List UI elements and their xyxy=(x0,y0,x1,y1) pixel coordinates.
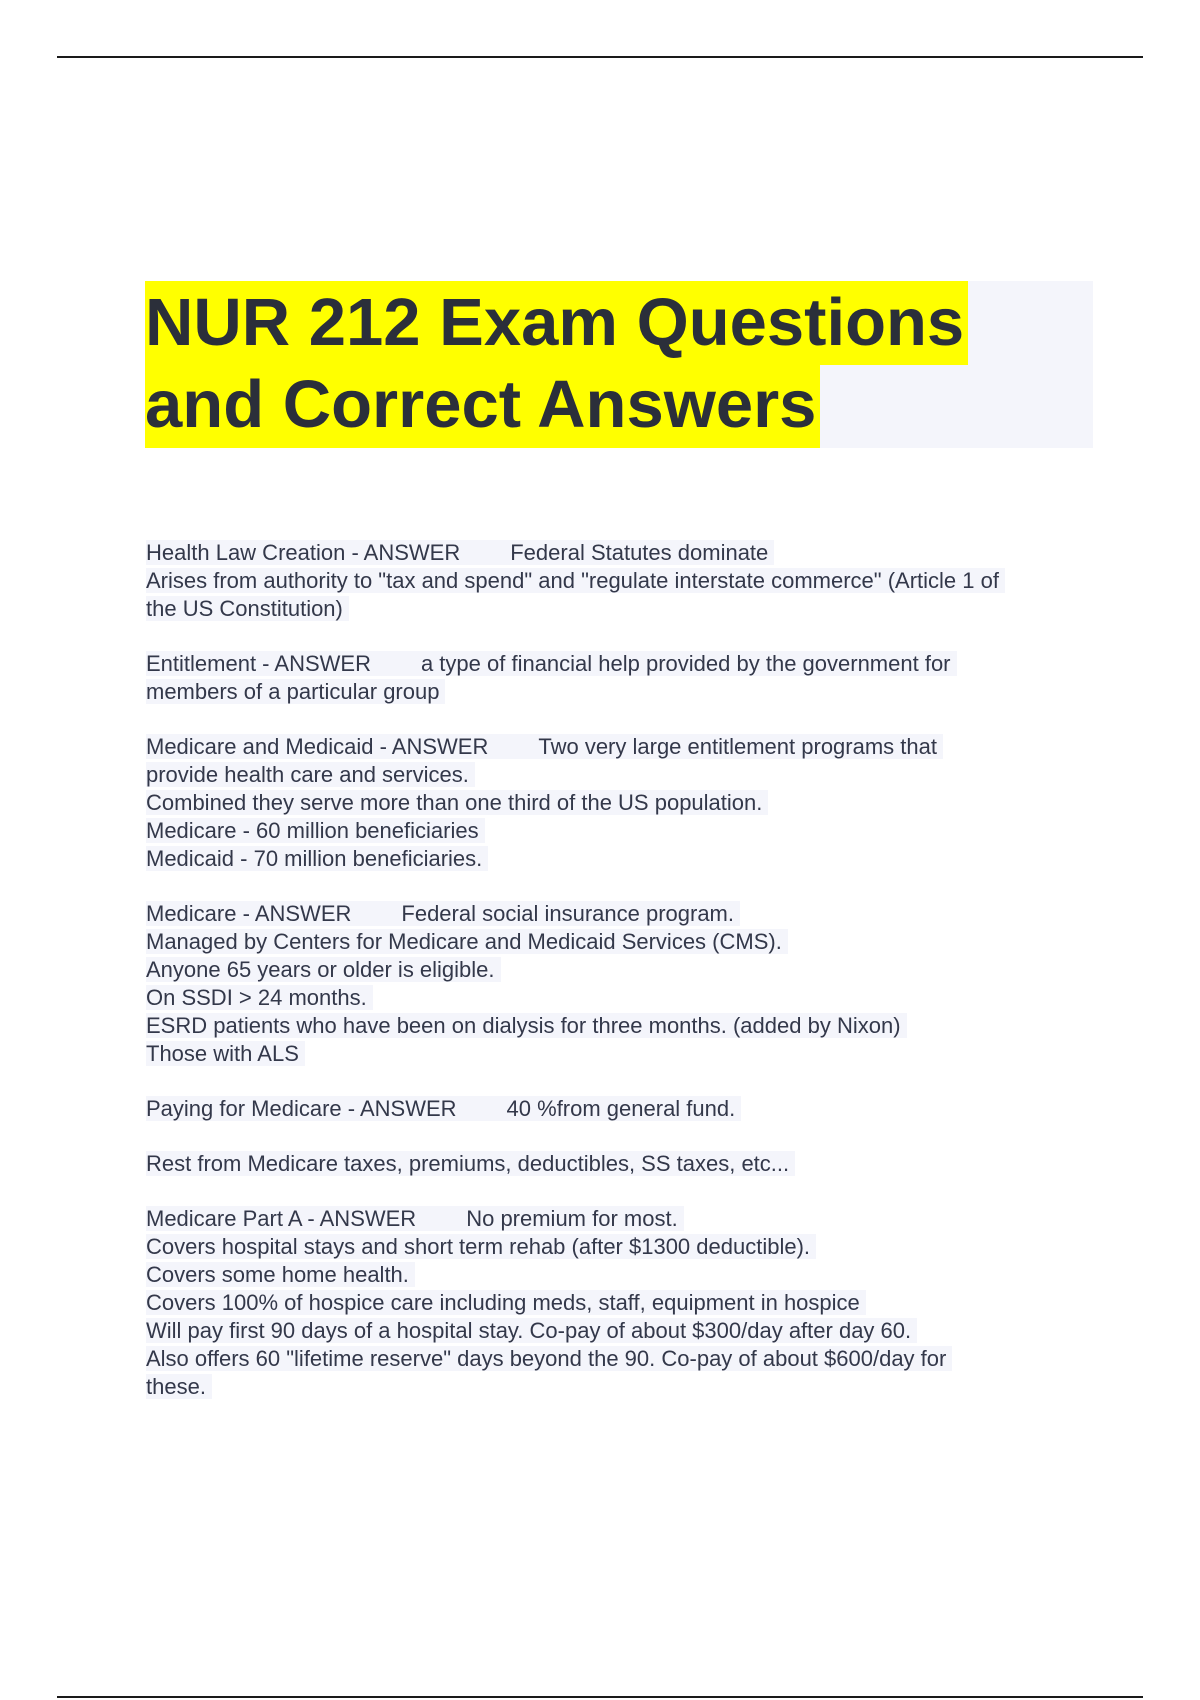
qa-first-line xyxy=(146,733,1096,761)
qa-answer-start: a type of financial help provided by the government for xyxy=(420,651,951,676)
page-title-line-1: NUR 212 Exam Questions xyxy=(145,281,968,365)
qa-answer-line-text: Arises from authority to "tax and spend" and "regulate interstate commerce" (Article 1 of xyxy=(146,568,1005,593)
qa-answer-line xyxy=(146,845,1096,873)
title-block xyxy=(145,281,1093,448)
bottom-rule xyxy=(57,1696,1143,1698)
qa-answer-start: Federal Statutes dominate xyxy=(510,540,769,565)
qa-answer-line xyxy=(146,1233,1096,1261)
qa-answer-line-text: Combined they serve more than one third of the US population. xyxy=(146,790,768,815)
qa-item xyxy=(146,900,1096,1068)
qa-answer-line-text: Those with ALS xyxy=(146,1041,305,1066)
qa-answer-line xyxy=(146,1012,1096,1040)
qa-first-line xyxy=(146,900,1096,928)
qa-answer-line xyxy=(146,1317,1096,1345)
qa-answer-line xyxy=(146,567,1096,595)
qa-first-line-highlight xyxy=(146,1151,795,1176)
qa-answer-start: No premium for most. xyxy=(466,1206,678,1231)
qa-item xyxy=(146,1205,1096,1401)
qa-term: Health Law Creation - ANSWER xyxy=(146,540,461,565)
qa-first-line-highlight xyxy=(146,1206,684,1231)
qa-item xyxy=(146,539,1096,623)
qa-answer-line-text: Covers 100% of hospice care including meds, staff, equipment in hospice xyxy=(146,1290,866,1315)
qa-term: Medicare and Medicaid - ANSWER xyxy=(146,734,489,759)
qa-answer-line-text: ESRD patients who have been on dialysis for three months. (added by Nixon) xyxy=(146,1013,907,1038)
qa-answer-line xyxy=(146,1289,1096,1317)
top-rule xyxy=(57,56,1143,58)
qa-answer-line xyxy=(146,761,1096,789)
qa-answer-line-text: On SSDI > 24 months. xyxy=(146,985,373,1010)
qa-first-line xyxy=(146,1095,1096,1123)
qa-answer-line-text: these. xyxy=(146,1374,212,1399)
qa-answer-line-text: provide health care and services. xyxy=(146,762,475,787)
qa-first-line-highlight xyxy=(146,540,774,565)
qa-first-line-highlight xyxy=(146,651,957,676)
qa-answer-line-text: Anyone 65 years or older is eligible. xyxy=(146,957,501,982)
qa-answer-line-text: Medicaid - 70 million beneficiaries. xyxy=(146,846,488,871)
qa-answer-start: Rest from Medicare taxes, premiums, deductibles, SS taxes, etc... xyxy=(146,1151,790,1176)
qa-answer-line-text: Covers some home health. xyxy=(146,1262,415,1287)
qa-answer-line xyxy=(146,595,1096,623)
qa-answer-line xyxy=(146,678,1096,706)
qa-list xyxy=(146,539,1096,1428)
qa-answer-start: Federal social insurance program. xyxy=(401,901,734,926)
qa-answer-line xyxy=(146,1345,1096,1373)
page-title-line-2: and Correct Answers xyxy=(145,363,820,448)
qa-item xyxy=(146,733,1096,873)
qa-answer-line-text: members of a particular group xyxy=(146,679,445,704)
qa-term: Entitlement - ANSWER xyxy=(146,651,371,676)
qa-first-line xyxy=(146,1205,1096,1233)
qa-answer-line xyxy=(146,817,1096,845)
qa-first-line-highlight xyxy=(146,734,943,759)
qa-term: Paying for Medicare - ANSWER xyxy=(146,1096,457,1121)
qa-answer-line xyxy=(146,928,1096,956)
qa-answer-line-text: the US Constitution) xyxy=(146,596,349,621)
qa-first-line-highlight xyxy=(146,901,740,926)
qa-answer-start: 40 %from general fund. xyxy=(506,1096,736,1121)
qa-item xyxy=(146,650,1096,706)
qa-answer-line-text: Also offers 60 "lifetime reserve" days beyond the 90. Co-pay of about $600/day for xyxy=(146,1346,952,1371)
qa-first-line xyxy=(146,650,1096,678)
qa-item xyxy=(146,1095,1096,1123)
qa-first-line-highlight xyxy=(146,1096,741,1121)
qa-item xyxy=(146,1150,1096,1178)
qa-answer-line xyxy=(146,956,1096,984)
qa-answer-line-text: Medicare - 60 million beneficiaries xyxy=(146,818,485,843)
qa-answer-start: Two very large entitlement programs that xyxy=(538,734,937,759)
qa-answer-line-text: Managed by Centers for Medicare and Medicaid Services (CMS). xyxy=(146,929,788,954)
qa-first-line xyxy=(146,539,1096,567)
qa-answer-line xyxy=(146,789,1096,817)
qa-answer-line xyxy=(146,984,1096,1012)
qa-answer-line-text: Covers hospital stays and short term rehab (after $1300 deductible). xyxy=(146,1234,816,1259)
qa-first-line xyxy=(146,1150,1096,1178)
qa-answer-line xyxy=(146,1373,1096,1401)
qa-answer-line-text: Will pay first 90 days of a hospital stay. Co-pay of about $300/day after day 60. xyxy=(146,1318,917,1343)
qa-answer-line xyxy=(146,1040,1096,1068)
qa-answer-line xyxy=(146,1261,1096,1289)
qa-term: Medicare Part A - ANSWER xyxy=(146,1206,417,1231)
qa-term: Medicare - ANSWER xyxy=(146,901,352,926)
